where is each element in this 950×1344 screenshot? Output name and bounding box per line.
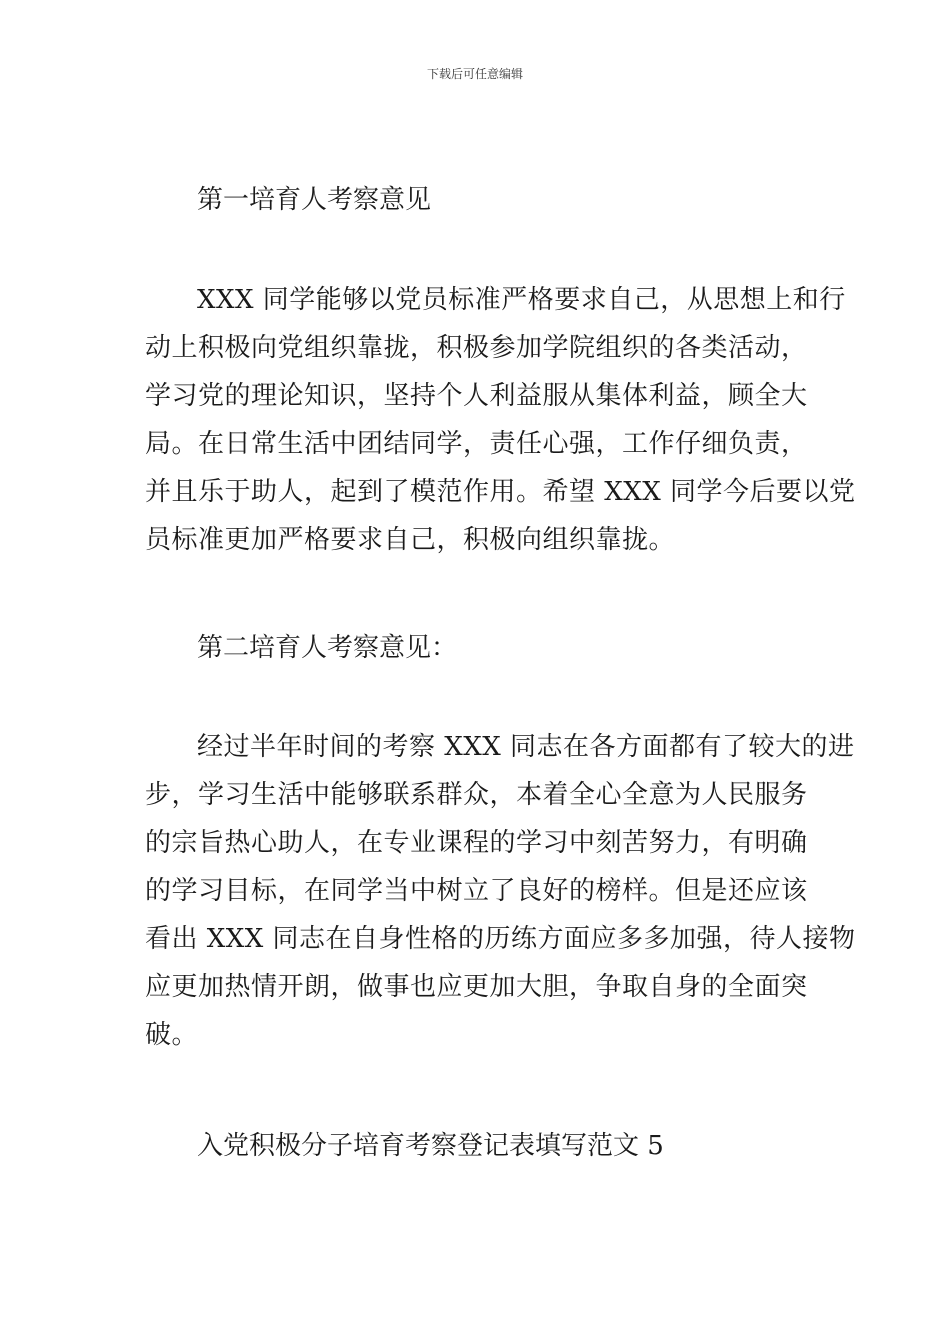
paragraph-line: 的宗旨热心助人，在专业课程的学习中刻苦努力，有明确 (145, 828, 808, 858)
section-heading-second-mentor: 第二培育人考察意见： (197, 633, 458, 663)
section-heading-sample-5: 入党积极分子培育考察登记表填写范文 5 (197, 1131, 664, 1161)
paragraph-line: 步，学习生活中能够联系群众，本着全心全意为人民服务 (145, 780, 808, 810)
paragraph-line: XXX 同学能够以党员标准严格要求自己，从思想上和行 (197, 285, 846, 315)
paragraph-first-mentor-opinion (145, 276, 856, 564)
paragraph-second-mentor-opinion (145, 723, 856, 1059)
paragraph-line: 经过半年时间的考察 XXX 同志在各方面都有了较大的进 (197, 732, 855, 762)
paragraph-line: 的学习目标，在同学当中树立了良好的榜样。但是还应该 (145, 876, 808, 906)
paragraph-line: 看出 XXX 同志在自身性格的历练方面应多多加强，待人接物 (145, 924, 856, 954)
paragraph-line: 员标准更加严格要求自己，积极向组织靠拢。 (145, 525, 676, 555)
page-header-note: 下载后可任意编辑 (426, 67, 523, 81)
paragraph-line: 破。 (145, 1020, 199, 1050)
paragraph-line: 局。在日常生活中团结同学，责任心强，工作仔细负责， (145, 429, 808, 459)
paragraph-line: 动上积极向党组织靠拢，积极参加学院组织的各类活动， (145, 333, 808, 363)
paragraph-line: 学习党的理论知识，坚持个人利益服从集体利益，顾全大 (145, 381, 808, 411)
paragraph-line: 并且乐于助人，起到了模范作用。希望 XXX 同学今后要以党 (145, 477, 856, 507)
section-heading-first-mentor: 第一培育人考察意见 (197, 185, 432, 215)
paragraph-line: 应更加热情开朗，做事也应更加大胆，争取自身的全面突 (145, 972, 808, 1002)
